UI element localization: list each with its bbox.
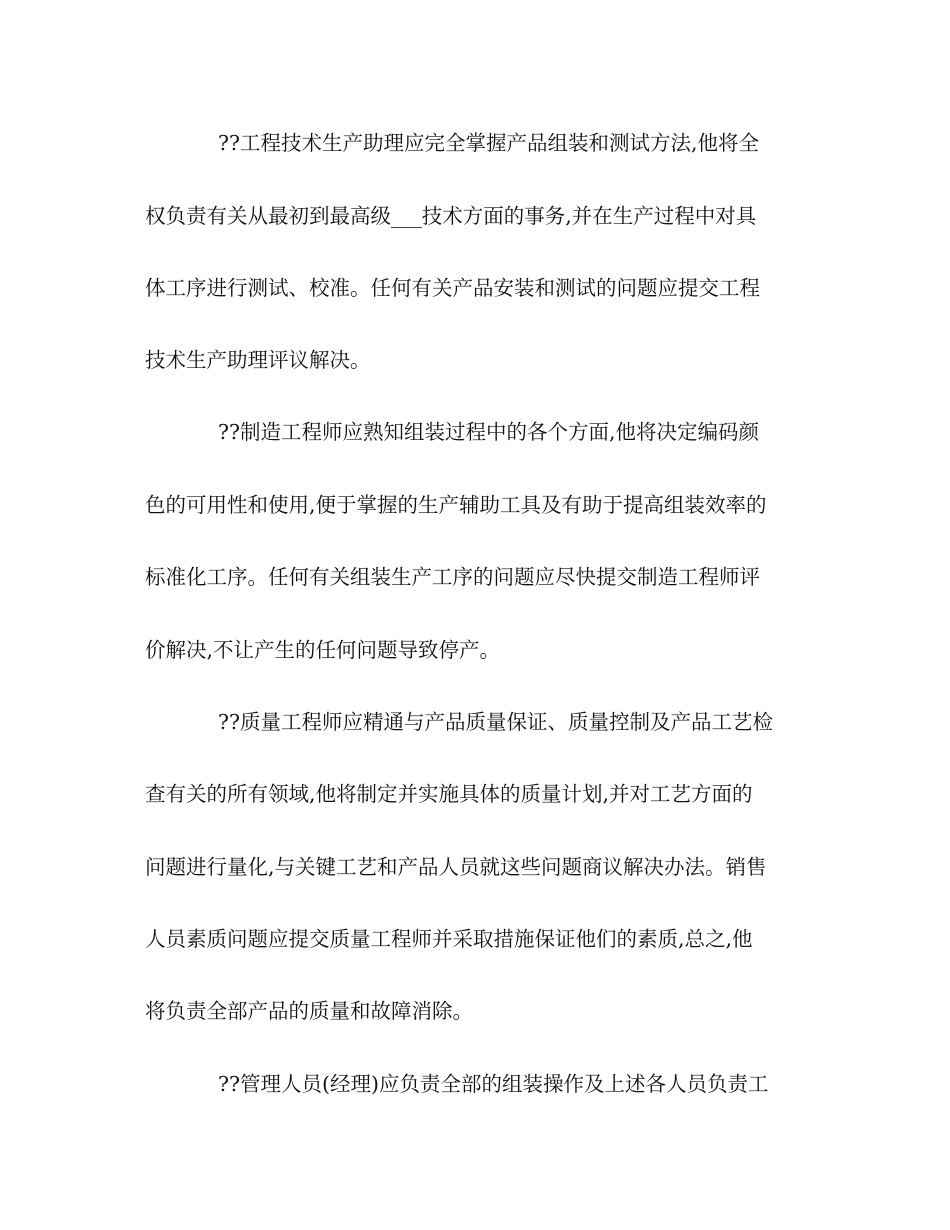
- paragraph-2-line-2: 色的可用性和使用,便于掌握的生产辅助工具及有助于提高组装效率的: [145, 493, 767, 517]
- paragraph-1-line-1: ??工程技术生产助理应完全掌握产品组装和测试方法,他将全: [218, 131, 759, 155]
- paragraph-1-line-4: 技术生产助理评议解决。: [145, 348, 371, 372]
- paragraph-3-line-3: 问题进行量化,与关键工艺和产品人员就这些问题商议解决办法。销售: [145, 855, 767, 879]
- paragraph-4-line-1: ??管理人员(经理)应负责全部的组装操作及上述各人员负责工: [218, 1072, 769, 1096]
- paragraph-2-line-4: 价解决,不让产生的任何问题导致停产。: [145, 638, 501, 662]
- paragraph-2-line-1: ??制造工程师应熟知组装过程中的各个方面,他将决定编码颜: [218, 420, 759, 444]
- paragraph-1-line-2: 权负责有关从最初到最高级___技术方面的事务,并在生产过程中对具: [145, 204, 757, 228]
- paragraph-3-line-1: ??质量工程师应精通与产品质量保证、质量控制及产品工艺检: [218, 710, 773, 734]
- paragraph-3-line-2: 查有关的所有领域,他将制定并实施具体的质量计划,并对工艺方面的: [145, 782, 753, 806]
- paragraph-1-line-3: 体工序进行测试、校准。任何有关产品安装和测试的问题应提交工程: [145, 276, 760, 300]
- paragraph-2-line-3: 标准化工序。任何有关组装生产工序的问题应尽快提交制造工程师评: [145, 565, 760, 589]
- paragraph-3-line-4: 人员素质问题应提交质量工程师并采取措施保证他们的素质,总之,他: [145, 927, 753, 951]
- paragraph-3-line-5: 将负责全部产品的质量和故障消除。: [145, 999, 473, 1023]
